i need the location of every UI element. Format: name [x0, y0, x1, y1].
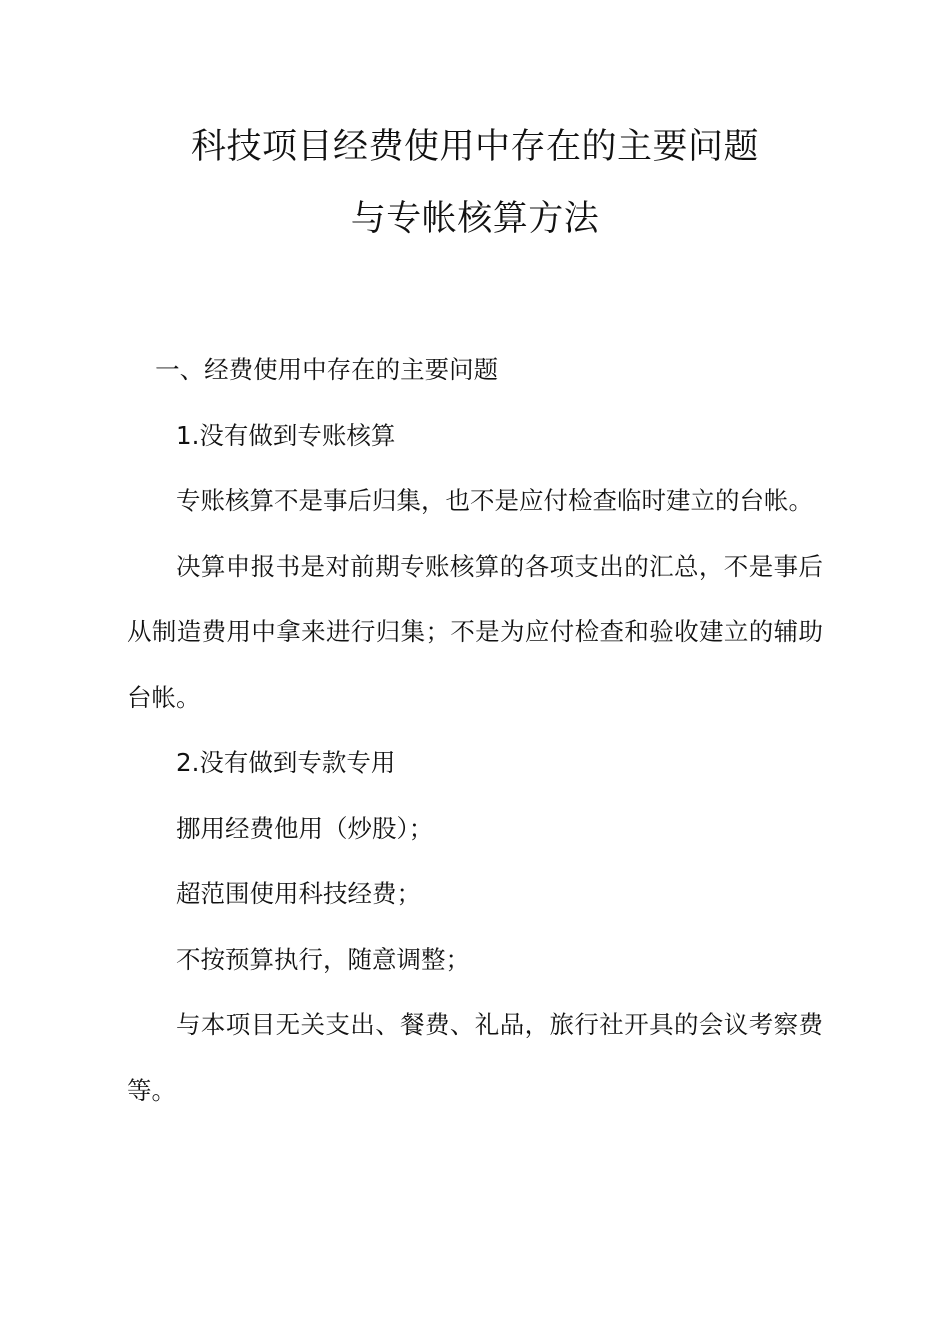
list-item-budget-deviation: 不按预算执行，随意调整； [176, 944, 470, 974]
section-heading-problems: 一、经费使用中存在的主要问题 [155, 355, 499, 384]
document-title-line-2: 与专帐核算方法 [350, 199, 600, 239]
list-item-out-of-scope-use: 超范围使用科技经费； [176, 879, 421, 908]
document-title-line-1: 科技项目经费使用中存在的主要问题 [190, 127, 759, 167]
list-item-misappropriation: 挪用经费他用（炒股）； [176, 813, 434, 843]
item-heading-no-dedicated-funds: 2.没有做到专款专用 [176, 748, 396, 777]
item-heading-no-dedicated-accounting: 1.没有做到专账核算 [176, 420, 396, 450]
paragraph-final-accounts-report: 决算申报书是对前期专账核算的各项支出的汇总，不是事后从制造费用中拿来进行归集；不是为应付检查和验收建立的辅助台帐。 [127, 551, 823, 712]
list-item-unrelated-expenses: 与本项目无关支出、餐费、礼品，旅行社开具的会议考察费等。 [127, 1010, 823, 1105]
document-body [127, 337, 823, 1123]
paragraph-dedicated-accounting-definition: 专账核算不是事后归集，也不是应付检查临时建立的台帐。 [176, 486, 813, 515]
